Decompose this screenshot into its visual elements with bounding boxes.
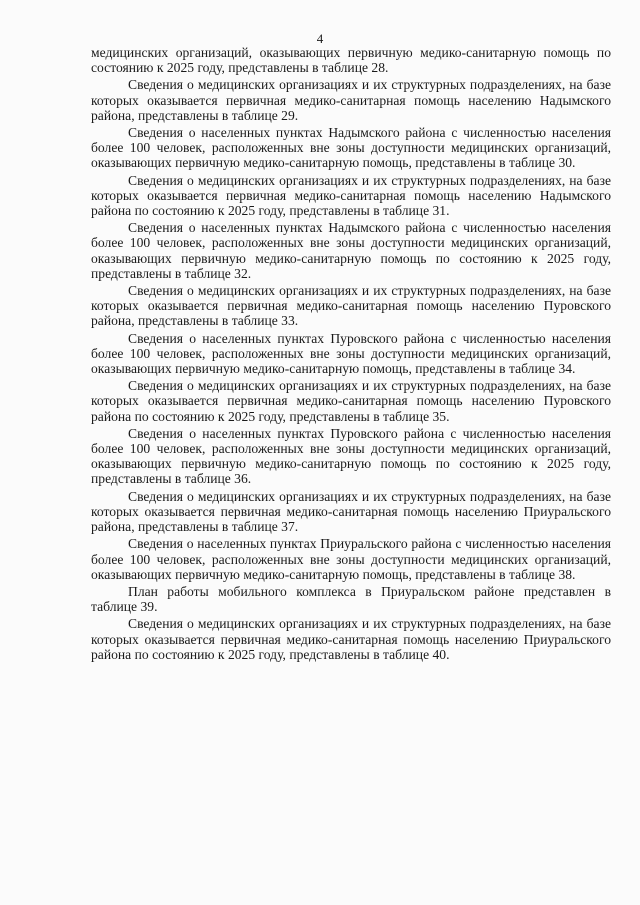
paragraph: Сведения о населенных пунктах Надымского района с численностью населения более 100 человек, расположенных вне зоны доступности медицинских организаций, оказывающих первичную медико-санитарную помощь по состоянию к 2025 году, представлены в таблице 32. xyxy=(91,220,611,281)
paragraph: План работы мобильного комплекса в Приуральском районе представлен в таблице 39. xyxy=(91,583,611,615)
page-number: 4 xyxy=(316,31,324,46)
paragraph: Сведения о медицинских организациях и их структурных подразделениях, на базе которых оказывается первичная медико-санитарная помощь населению Надымского района по состоянию к 2025 году, представлены в таблице 31. xyxy=(91,172,611,219)
paragraph: Сведения о медицинских организациях и их структурных подразделениях, на базе которых оказывается первичная медико-санитарная помощь населению Надымского района, представлены в таблице 29. xyxy=(91,77,611,123)
document-body xyxy=(91,45,611,664)
paragraph: Сведения о медицинских организациях и их структурных подразделениях, на базе которых оказывается первичная медико-санитарная помощь населению Приуральского района по состоянию к 2025 году, представлены в таблице 40. xyxy=(91,616,611,662)
paragraph: Сведения о медицинских организациях и их структурных подразделениях, на базе которых оказывается первичная медико-санитарная помощь населению Пуровского района по состоянию к 2025 году, представлены в таблице 35. xyxy=(91,378,611,424)
paragraph: Сведения о медицинских организациях и их структурных подразделениях, на базе которых оказывается первичная медико-санитарная помощь населению Приуральского района, представлены в таблице 37. xyxy=(91,488,611,535)
paragraph: Сведения о населенных пунктах Пуровского района с численностью населения более 100 человек, расположенных вне зоны доступности медицинских организаций, оказывающих первичную медико-санитарную помощь, представлены в таблице 34. xyxy=(91,330,611,377)
paragraph: Сведения о населенных пунктах Пуровского района с численностью населения более 100 человек, расположенных вне зоны доступности медицинских организаций, оказывающих первичную медико-санитарную помощь по состоянию к 2025 году, представлены в таблице 36. xyxy=(91,425,611,487)
paragraph: медицинских организаций, оказывающих первичную медико-санитарную помощь по состоянию к 2025 году, представлены в таблице 28. xyxy=(91,45,611,76)
paragraph: Сведения о медицинских организациях и их структурных подразделениях, на базе которых оказывается первичная медико-санитарная помощь населению Пуровского района, представлены в таблице 33. xyxy=(91,283,611,329)
paragraph: Сведения о населенных пунктах Приуральского района с численностью населения более 100 человек, расположенных вне зоны доступности медицинских организаций, оказывающих первичную медико-санитарную помощь, представлены в таблице 38. xyxy=(91,536,611,582)
paragraph: Сведения о населенных пунктах Надымского района с численностью населения более 100 человек, расположенных вне зоны доступности медицинских организаций, оказывающих первичную медико-санитарную помощь, представлены в таблице 30. xyxy=(91,125,611,171)
